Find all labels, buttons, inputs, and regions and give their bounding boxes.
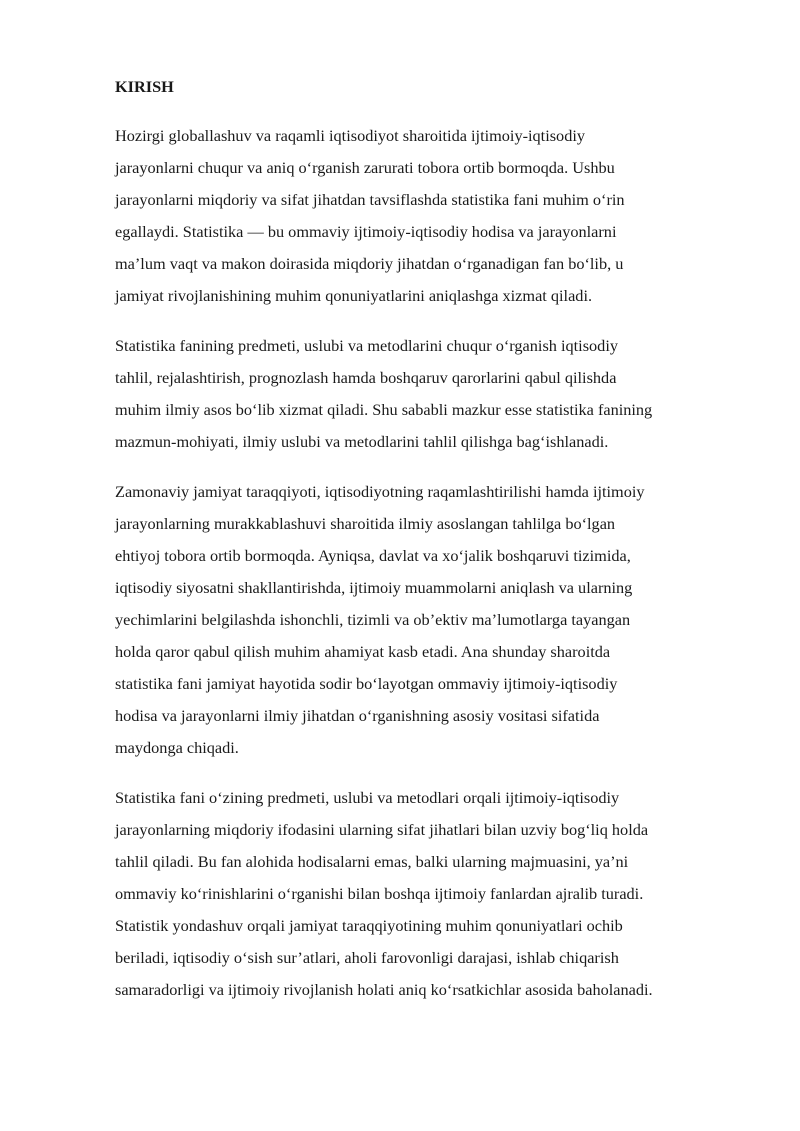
paragraph-line: egallaydi. Statistika — bu ommaviy ijtimoiy-iqtisodiy hodisa va jarayonlarni bbox=[115, 222, 617, 241]
paragraph-line: jarayonlarni chuqur va aniq o‘rganish zarurati tobora ortib bormoqda. Ushbu bbox=[115, 158, 615, 177]
paragraph-4 bbox=[115, 782, 743, 1006]
paragraph-line: tahlil, rejalashtirish, prognozlash hamda boshqaruv qarorlarini qabul qilishda bbox=[115, 368, 617, 387]
section-heading: KIRISH bbox=[115, 77, 174, 96]
paragraph-line: statistika fani jamiyat hayotida sodir bo‘layotgan ommaviy ijtimoiy-iqtisodiy bbox=[115, 674, 618, 693]
paragraph-1 bbox=[115, 120, 743, 312]
paragraph-line: iqtisodiy siyosatni shakllantirishda, ijtimoiy muammolarni aniqlash va ularning bbox=[115, 578, 633, 597]
document-body bbox=[115, 74, 743, 1006]
paragraph-line: jamiyat rivojlanishining muhim qonuniyatlarini aniqlashga xizmat qiladi. bbox=[115, 286, 593, 305]
paragraph-line: ehtiyoj tobora ortib bormoqda. Ayniqsa, davlat va xo‘jalik boshqaruvi tizimida, bbox=[115, 546, 631, 565]
paragraph-line: Statistika fani o‘zining predmeti, uslubi va metodlari orqali ijtimoiy-iqtisodiy bbox=[115, 788, 620, 807]
paragraph-line: jarayonlarni miqdoriy va sifat jihatdan tavsiflashda statistika fani muhim o‘rin bbox=[115, 190, 625, 209]
paragraph-line: jarayonlarning miqdoriy ifodasini ularning sifat jihatlari bilan uzviy bog‘liq holda bbox=[115, 820, 649, 839]
paragraph-line: muhim ilmiy asos bo‘lib xizmat qiladi. Shu sababli mazkur esse statistika fanining bbox=[115, 400, 653, 419]
paragraph-line: holda qaror qabul qilish muhim ahamiyat kasb etadi. Ana shunday sharoitda bbox=[115, 642, 611, 661]
paragraph-line: jarayonlarning murakkablashuvi sharoitida ilmiy asoslangan tahlilga bo‘lgan bbox=[115, 514, 616, 533]
paragraph-line: beriladi, iqtisodiy o‘sish sur’atlari, aholi farovonligi darajasi, ishlab chiqarish bbox=[115, 948, 619, 967]
paragraph-line: yechimlarini belgilashda ishonchli, tizimli va ob’ektiv ma’lumotlarga tayangan bbox=[115, 610, 631, 629]
paragraph-2 bbox=[115, 330, 743, 458]
paragraph-line: Hozirgi globallashuv va raqamli iqtisodiyot sharoitida ijtimoiy-iqtisodiy bbox=[115, 126, 585, 145]
paragraph-line: mazmun-mohiyati, ilmiy uslubi va metodlarini tahlil qilishga bag‘ishlanadi. bbox=[115, 432, 609, 451]
paragraph-line: Statistika fanining predmeti, uslubi va metodlarini chuqur o‘rganish iqtisodiy bbox=[115, 336, 618, 355]
paragraph-line: Statistik yondashuv orqali jamiyat taraqqiyotining muhim qonuniyatlari ochib bbox=[115, 916, 623, 935]
paragraph-line: tahlil qiladi. Bu fan alohida hodisalarni emas, balki ularning majmuasini, ya’ni bbox=[115, 852, 629, 871]
paragraph-line: ommaviy ko‘rinishlarini o‘rganishi bilan boshqa ijtimoiy fanlardan ajralib turadi. bbox=[115, 884, 644, 903]
paragraph-line: ma’lum vaqt va makon doirasida miqdoriy jihatdan o‘rganadigan fan bo‘lib, u bbox=[115, 254, 624, 273]
paragraph-line: samaradorligi va ijtimoiy rivojlanish holati aniq ko‘rsatkichlar asosida baholanadi. bbox=[115, 980, 653, 999]
paragraph-line: hodisa va jarayonlarni ilmiy jihatdan o‘rganishning asosiy vositasi sifatida bbox=[115, 706, 600, 725]
paragraph-3 bbox=[115, 476, 743, 764]
paragraph-line: maydonga chiqadi. bbox=[115, 738, 239, 757]
paragraph-line: Zamonaviy jamiyat taraqqiyoti, iqtisodiyotning raqamlashtirilishi hamda ijtimoiy bbox=[115, 482, 645, 501]
